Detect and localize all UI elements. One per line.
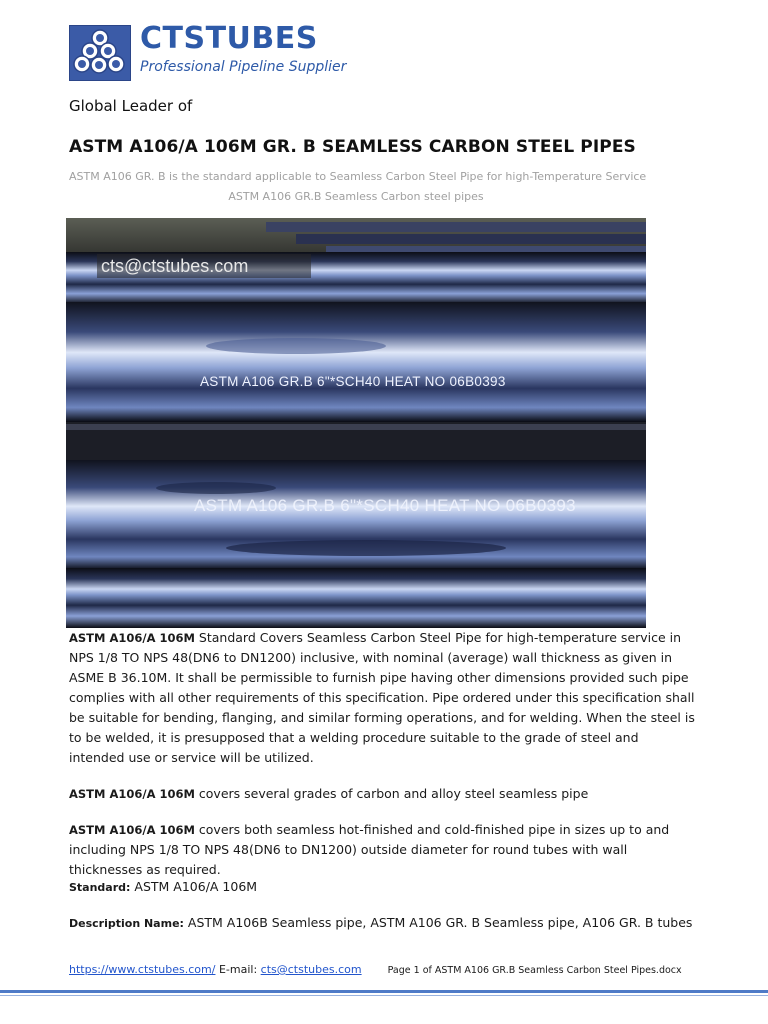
- photo-watermark: cts@ctstubes.com: [97, 254, 311, 278]
- paragraph-finish-text: covers both seamless hot-finished and cold-finished pipe in sizes up to and including NPS 1/8 TO NPS 48(DN6 to DN1200) outside diameter for round tubes with wall thicknesses as required.: [69, 822, 670, 877]
- footer-rule-thick: [0, 990, 768, 993]
- email-label: E-mail:: [215, 963, 261, 976]
- page-footer: [69, 963, 682, 976]
- paragraph-scope-text: Standard Covers Seamless Carbon Steel Pipe for high-temperature service in NPS 1/8 TO NPS 48(DN6 to DN1200) inclusive, with nominal (average) wall thickness as given in ASME B 36.10M. It shall be permissible to furnish pipe having other dimensions provided such pipe complies with all other requirements of this specification. Pipe ordered under this specification shall be suitable for bending, flanging, and similar forming operations, and for welding. When the steel is to be welded, it is presupposed that a welding procedure suitable to the grade of steel and intended use or service will be utilized.: [69, 630, 695, 765]
- description-label: Description Name:: [69, 917, 184, 930]
- email-link[interactable]: cts@ctstubes.com: [260, 963, 362, 976]
- brand-tagline: Professional Pipeline Supplier: [140, 59, 347, 75]
- paragraph-scope: [69, 628, 695, 768]
- lead-text: Global Leader of: [69, 97, 193, 115]
- description-value: ASTM A106B Seamless pipe, ASTM A106 GR. B Seamless pipe, A106 GR. B tubes: [183, 915, 693, 930]
- standard-label: Standard:: [69, 881, 131, 894]
- paragraph-grades: [69, 784, 695, 804]
- paragraph-grades-text: covers several grades of carbon and alloy steel seamless pipe: [194, 786, 589, 801]
- subtitle-line-1: ASTM A106 GR. B is the standard applicable to Seamless Carbon Steel Pipe for high-Temperature Service: [69, 170, 647, 183]
- paragraph-scope-lead: ASTM A106/A 106M: [69, 631, 195, 645]
- paragraph-standard: [69, 877, 695, 898]
- subtitle-line-2: ASTM A106 GR.B Seamless Carbon steel pipes: [228, 190, 484, 203]
- pipe-marking-top: ASTM A106 GR.B 6"*SCH40 HEAT NO 06B0393: [200, 374, 506, 389]
- paragraph-grades-lead: ASTM A106/A 106M: [69, 787, 195, 801]
- standard-value: ASTM A106/A 106M: [130, 879, 258, 894]
- page-info: Page 1 of ASTM A106 GR.B Seamless Carbon Steel Pipes.docx: [387, 965, 682, 976]
- page-title: ASTM A106/A 106M GR. B SEAMLESS CARBON STEEL PIPES: [69, 137, 636, 157]
- pipe-bundle-icon: [70, 26, 130, 80]
- paragraph-description: [69, 913, 695, 934]
- company-logo: [69, 25, 131, 81]
- brand-name: CTSTUBES: [140, 21, 318, 56]
- product-photo: [66, 218, 646, 628]
- pipe-marking-bottom: ASTM A106 GR.B 6"*SCH40 HEAT NO 06B0393: [194, 496, 576, 515]
- paragraph-finish: [69, 820, 695, 880]
- website-link[interactable]: https://www.ctstubes.com/: [69, 963, 216, 976]
- paragraph-finish-lead: ASTM A106/A 106M: [69, 823, 195, 837]
- footer-rule-thin: [0, 995, 768, 996]
